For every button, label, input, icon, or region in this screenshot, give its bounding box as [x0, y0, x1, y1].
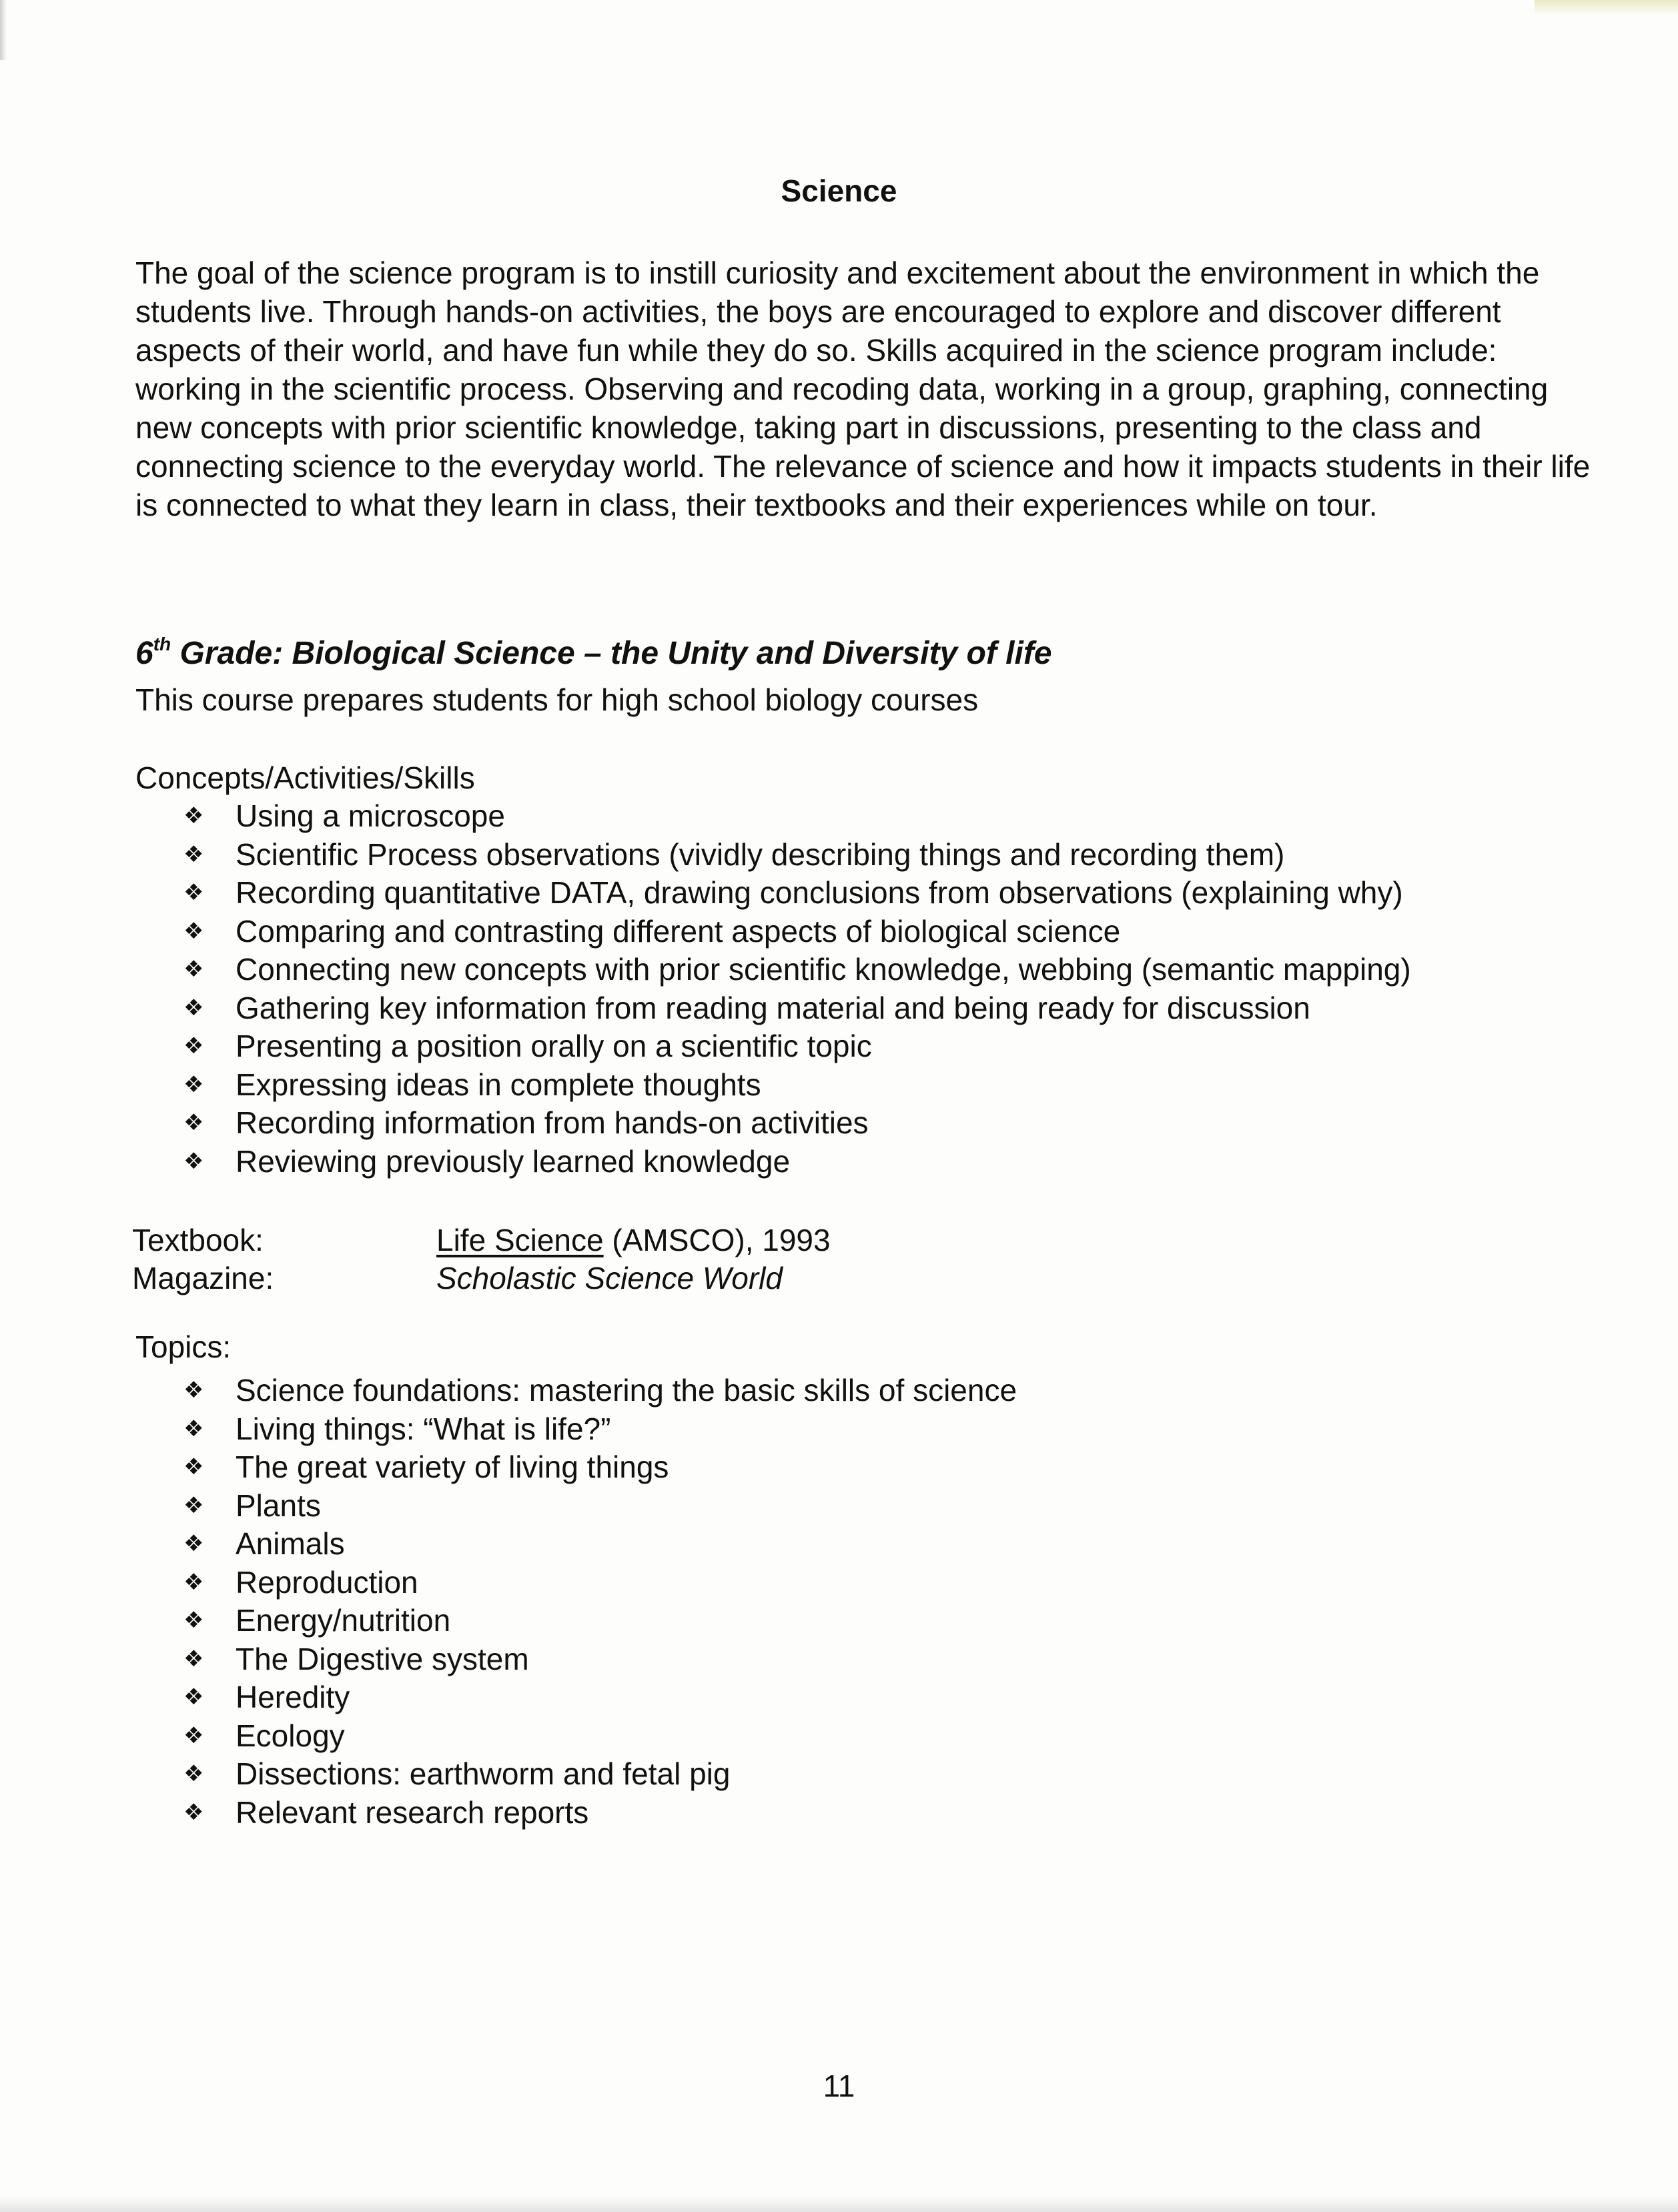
topic-item-text: Living things: “What is life?” — [236, 1411, 611, 1446]
topic-item-text: Heredity — [236, 1680, 350, 1714]
grade-suffix: th — [153, 634, 171, 654]
concept-item — [183, 797, 1411, 836]
bullet-icon: ❖ — [183, 1722, 204, 1748]
textbook-title: Life Science — [436, 1223, 604, 1257]
concept-item — [183, 1104, 1411, 1143]
topic-item — [183, 1525, 1017, 1564]
bullet-icon: ❖ — [183, 803, 204, 828]
concept-item-text: Connecting new concepts with prior scientific knowledge, webbing (semantic mapping) — [236, 952, 1411, 987]
concept-item — [183, 951, 1411, 989]
topics-list — [183, 1371, 1017, 1832]
bullet-icon: ❖ — [183, 1608, 204, 1633]
concept-item-text: Reviewing previously learned knowledge — [236, 1143, 791, 1179]
bullet-icon: ❖ — [183, 918, 204, 944]
page-title: Science — [781, 173, 897, 208]
grade-number: 6 — [135, 636, 153, 671]
bullet-icon: ❖ — [183, 1492, 204, 1518]
scan-edge-left — [0, 0, 7, 60]
topic-item-text: Energy/nutrition — [236, 1603, 451, 1638]
textbook-label: Textbook: — [132, 1223, 264, 1257]
topic-item-text: The Digestive system — [236, 1641, 529, 1676]
concept-item — [183, 1143, 1411, 1181]
concept-item-text: Using a microscope — [236, 798, 505, 833]
bullet-icon: ❖ — [183, 1799, 204, 1825]
bullet-icon: ❖ — [183, 1531, 204, 1556]
concept-item-text: Recording information from hands-on activities — [236, 1105, 869, 1140]
concept-item — [183, 989, 1411, 1028]
topic-item — [183, 1794, 1017, 1832]
magazine-label: Magazine: — [132, 1261, 274, 1295]
course-description: This course prepares students for high school biology courses — [135, 682, 979, 717]
bullet-icon: ❖ — [183, 1033, 204, 1059]
textbook-value — [436, 1221, 831, 1259]
bullet-icon: ❖ — [183, 841, 204, 867]
concept-item-text: Gathering key information from reading material and being ready for discussion — [236, 990, 1310, 1025]
topic-item — [183, 1564, 1017, 1602]
topic-item-text: The great variety of living things — [236, 1450, 669, 1484]
concept-item-text: Comparing and contrasting different aspects of biological science — [236, 913, 1121, 949]
intro-paragraph: The goal of the science program is to instill curiosity and excitement about the environment in which the students live. Through hands-on activities, the boys are encouraged to explore and discover different aspects of their world, and have fun while they do so. Skills acquired in the science program include: working in the scientific process. Observing and recoding data, working in a group, graphing, connecting new concepts with prior scientific knowledge, taking part in discussions, presenting to the class and connecting science to the everyday world. The relevance of science and how it impacts students in their life is connected to what they learn in class, their textbooks and their experiences while on tour. — [135, 255, 1591, 522]
concept-item — [183, 836, 1411, 875]
bullet-icon: ❖ — [183, 1071, 204, 1097]
page-number: 11 — [823, 2069, 855, 2103]
bullet-icon: ❖ — [183, 1684, 204, 1710]
concept-item — [183, 1066, 1411, 1105]
scan-edge-bottom — [0, 2196, 1678, 2212]
bullet-icon: ❖ — [183, 1761, 204, 1786]
bullet-icon: ❖ — [183, 995, 204, 1021]
bullet-icon: ❖ — [183, 1646, 204, 1672]
concept-item-text: Scientific Process observations (vividly describing things and recording them) — [236, 837, 1285, 872]
topic-item — [183, 1678, 1017, 1717]
topic-item — [183, 1371, 1017, 1410]
bullet-icon: ❖ — [183, 1569, 204, 1595]
topic-item-text: Reproduction — [236, 1564, 418, 1600]
topic-item — [183, 1602, 1017, 1640]
topic-item — [183, 1717, 1017, 1756]
course-heading — [135, 634, 1052, 674]
topic-item — [183, 1640, 1017, 1679]
scan-edge-top — [1535, 0, 1678, 15]
topic-item-text: Science foundations: mastering the basic skills of science — [236, 1373, 1017, 1408]
concept-item-text: Expressing ideas in complete thoughts — [236, 1067, 761, 1102]
topic-item-text: Ecology — [236, 1718, 345, 1753]
topic-item — [183, 1487, 1017, 1526]
topic-item — [183, 1448, 1017, 1487]
bullet-icon: ❖ — [183, 1110, 204, 1135]
topics-label: Topics: — [135, 1329, 232, 1364]
magazine-title: Scholastic Science World — [436, 1261, 783, 1295]
topic-item-text: Animals — [236, 1526, 345, 1561]
concept-item-text: Presenting a position orally on a scientific topic — [236, 1029, 872, 1063]
concepts-label: Concepts/Activities/Skills — [135, 760, 475, 795]
concept-item — [183, 1027, 1411, 1066]
concept-item — [183, 913, 1411, 951]
concept-item — [183, 874, 1411, 913]
bullet-icon: ❖ — [183, 1416, 204, 1442]
topic-item-text: Relevant research reports — [236, 1794, 589, 1830]
bullet-icon: ❖ — [183, 1148, 204, 1174]
bullet-icon: ❖ — [183, 957, 204, 982]
bullet-icon: ❖ — [183, 1377, 204, 1403]
bullet-icon: ❖ — [183, 1454, 204, 1480]
topic-item-text: Dissections: earthworm and fetal pig — [236, 1756, 731, 1791]
concepts-list — [183, 797, 1411, 1181]
textbook-details: (AMSCO), 1993 — [603, 1223, 831, 1257]
bullet-icon: ❖ — [183, 880, 204, 905]
topic-item — [183, 1410, 1017, 1449]
topic-item — [183, 1755, 1017, 1794]
concept-item-text: Recording quantitative DATA, drawing conclusions from observations (explaining why) — [236, 875, 1403, 910]
topic-item-text: Plants — [236, 1488, 321, 1523]
course-heading-text: Grade: Biological Science – the Unity and Diversity of life — [171, 636, 1052, 671]
